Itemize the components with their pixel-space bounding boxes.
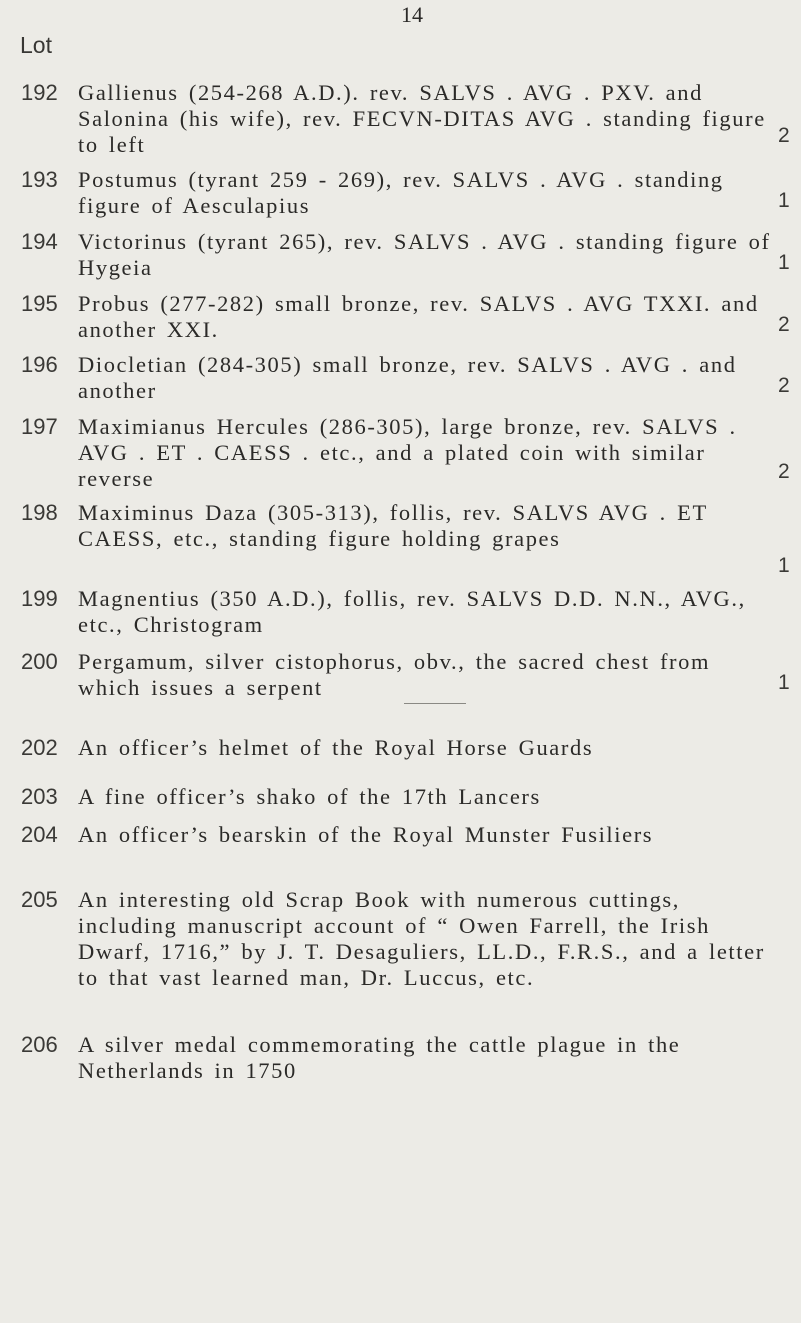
lot-description: A fine officer’s shako of the 17th Lancers — [78, 784, 541, 809]
lot-column-heading: Lot — [20, 32, 52, 58]
lot-number: 192 — [21, 80, 58, 105]
lot-description: An officer’s helmet of the Royal Horse Guards — [78, 735, 594, 760]
lot-number: 206 — [21, 1032, 58, 1057]
lot-number: 203 — [21, 784, 58, 809]
lot-description: Gallienus (254-268 A.D.). rev. SALVS . AVG . PXV. and Salonina (his wife), rev. FECVN-DITAS AVG . standing figure to left — [78, 80, 766, 157]
lot-quantity: 2 — [778, 460, 790, 483]
lot-quantity: 1 — [778, 671, 790, 694]
lot-number: 198 — [21, 500, 58, 525]
lot-quantity: 2 — [778, 124, 790, 147]
lot-description: An interesting old Scrap Book with numerous cuttings, including manuscript account of “ Owen Farrell, the Irish Dwarf, 1716,” by J. T. Desaguliers, LL.D., F.R.S., and a letter to that vast learned man, Dr. Luccus, etc. — [78, 887, 765, 990]
lot-number: 196 — [21, 352, 58, 377]
lot-number: 195 — [21, 291, 58, 316]
lot-number: 193 — [21, 167, 58, 192]
lot-description: Probus (277-282) small bronze, rev. SALVS . AVG TXXI. and another XXI. — [78, 291, 759, 342]
lot-quantity: 1 — [778, 554, 790, 577]
lot-quantity: 1 — [778, 189, 790, 212]
lot-description: An officer’s bearskin of the Royal Munster Fusiliers — [78, 822, 654, 847]
page-number: 14 — [401, 2, 423, 27]
lot-number: 205 — [21, 887, 58, 912]
lot-description: Diocletian (284-305) small bronze, rev. SALVS . AVG . and another — [78, 352, 737, 403]
section-divider — [404, 703, 466, 704]
lot-description: Maximianus Hercules (286-305), large bronze, rev. SALVS . AVG . ET . CAESS . etc., and a plated coin with similar reverse — [78, 414, 737, 491]
lot-number: 194 — [21, 229, 58, 254]
lot-number: 197 — [21, 414, 58, 439]
lot-description: Postumus (tyrant 259 - 269), rev. SALVS . AVG . standing figure of Aesculapius — [78, 167, 724, 218]
lot-number: 204 — [21, 822, 58, 847]
lot-description: Maximinus Daza (305-313), follis, rev. SALVS AVG . ET CAESS, etc., standing figure holding grapes — [78, 500, 708, 551]
lot-quantity: 2 — [778, 313, 790, 336]
lot-description: Victorinus (tyrant 265), rev. SALVS . AVG . standing figure of Hygeia — [78, 229, 771, 280]
lot-number: 200 — [21, 649, 58, 674]
lot-description: A silver medal commemorating the cattle plague in the Netherlands in 1750 — [78, 1032, 681, 1083]
lot-quantity: 2 — [778, 374, 790, 397]
lot-quantity: 1 — [778, 251, 790, 274]
lot-description: Magnentius (350 A.D.), follis, rev. SALVS D.D. N.N., AVG., etc., Christogram — [78, 586, 746, 637]
lot-number: 202 — [21, 735, 58, 760]
lot-number: 199 — [21, 586, 58, 611]
lot-description: Pergamum, silver cistophorus, obv., the sacred chest from which issues a serpent — [78, 649, 711, 700]
